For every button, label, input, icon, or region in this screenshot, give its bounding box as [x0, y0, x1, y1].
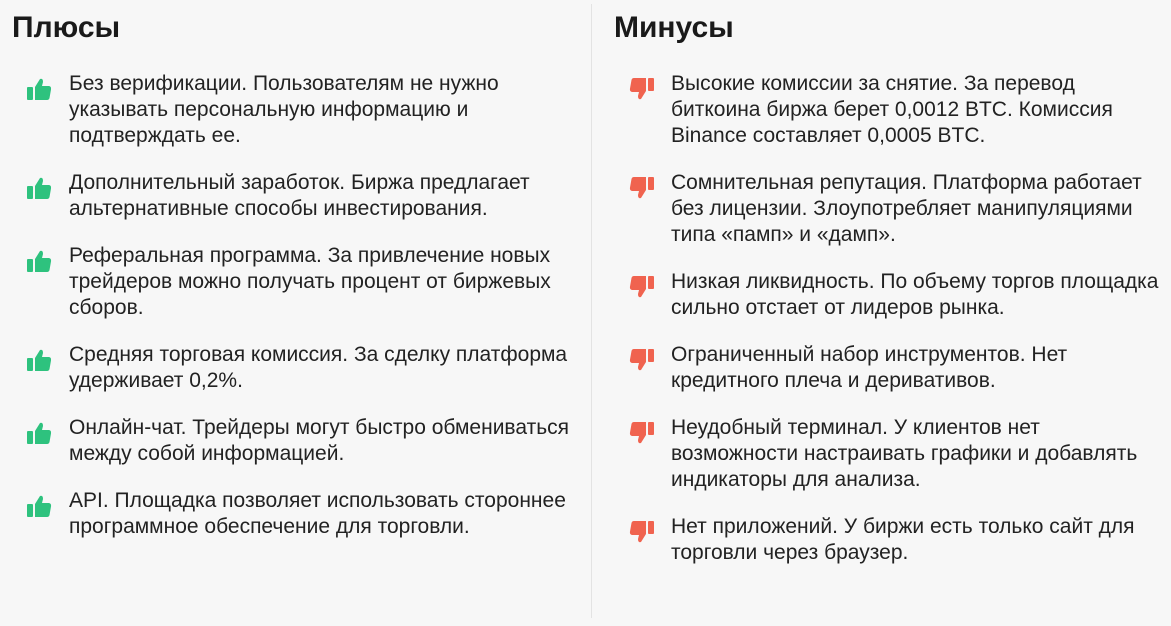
pros-column — [12, 0, 580, 561]
cons-item — [614, 415, 1170, 493]
pros-item — [12, 415, 580, 467]
thumbs-down-icon — [629, 175, 655, 201]
pros-item-text: Онлайн-чат. Трейдеры могут быстро обмениваться между собой информацией. — [69, 416, 570, 465]
thumbs-down-icon — [629, 420, 655, 446]
cons-column — [614, 0, 1170, 587]
cons-item-text: Высокие комиссии за снятие. За перевод биткоина биржа берет 0,0012 BTC. Комиссия Binance составляет 0,0005 BTC. — [671, 72, 1113, 147]
thumbs-up-icon — [26, 175, 52, 201]
cons-list — [614, 71, 1170, 566]
cons-item-text: Низкая ликвидность. По объему торгов площадка сильно отстает от лидеров рынка. — [671, 270, 1159, 319]
thumbs-up-icon — [26, 493, 52, 519]
cons-title: Минусы — [614, 11, 734, 44]
thumbs-down-icon — [629, 274, 655, 300]
cons-item-text: Нет приложений. У биржи есть только сайт для торговли через браузер. — [671, 515, 1135, 564]
cons-item-text: Неудобный терминал. У клиентов нет возможности настраивать графики и добавлять индикаторы для анализа. — [671, 416, 1138, 491]
thumbs-up-icon — [26, 76, 52, 102]
cons-item — [614, 170, 1170, 248]
pros-item-text: Средняя торговая комиссия. За сделку платформа удерживает 0,2%. — [69, 343, 568, 392]
cons-item — [614, 342, 1170, 394]
pros-item — [12, 71, 580, 149]
pros-item-text: Дополнительный заработок. Биржа предлагает альтернативные способы инвестирования. — [69, 171, 530, 220]
cons-item — [614, 514, 1170, 566]
pros-item-text: Без верификации. Пользователям не нужно указывать персональную информацию и подтверждать ее. — [69, 72, 499, 147]
pros-list — [12, 71, 580, 540]
cons-item — [614, 71, 1170, 149]
pros-item — [12, 342, 580, 394]
cons-item — [614, 269, 1170, 321]
cons-item-text: Ограниченный набор инструментов. Нет кредитного плеча и деривативов. — [671, 343, 1068, 392]
cons-item-text: Сомнительная репутация. Платформа работает без лицензии. Злоупотребляет манипуляциями типа «памп» и «дамп». — [671, 171, 1142, 246]
thumbs-up-icon — [26, 420, 52, 446]
pros-item — [12, 170, 580, 222]
thumbs-down-icon — [629, 76, 655, 102]
thumbs-down-icon — [629, 519, 655, 545]
pros-title: Плюсы — [12, 11, 121, 44]
pros-item — [12, 488, 580, 540]
thumbs-up-icon — [26, 347, 52, 373]
pros-item-text: Реферальная программа. За привлечение новых трейдеров можно получать процент от биржевых сборов. — [69, 244, 551, 319]
pros-item — [12, 243, 580, 321]
pros-item-text: API. Площадка позволяет использовать стороннее программное обеспечение для торговли. — [69, 489, 566, 538]
thumbs-up-icon — [26, 248, 52, 274]
thumbs-down-icon — [629, 347, 655, 373]
column-divider — [591, 4, 592, 618]
